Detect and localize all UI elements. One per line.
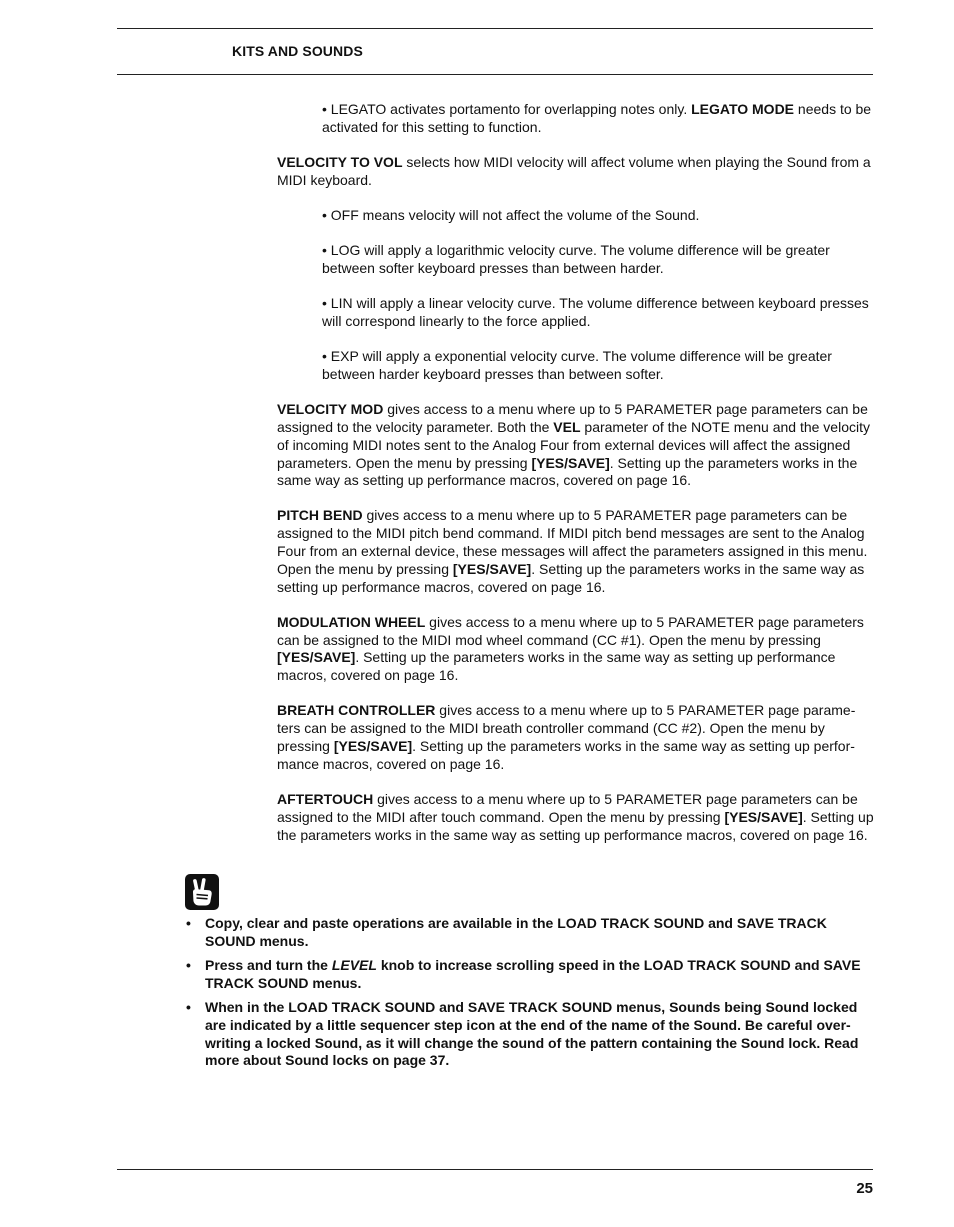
legato-text-end: needs to be activated for this setting to function. bbox=[322, 101, 872, 135]
tip-text-end: knob to increase scrolling speed in the LOAD TRACK SOUND and SAVE TRACK SOUND menus. bbox=[205, 956, 861, 991]
page-number: 25 bbox=[856, 1180, 873, 1197]
velocity-to-vol-text: selects how MIDI velocity will affect volume when playing the Sound from a MIDI keyboard. bbox=[277, 153, 871, 188]
pitch-bend-text-2: . Setting up the parameters works in the same way as setting up performance macros, covered on page 16. bbox=[277, 560, 865, 595]
legato-option bbox=[322, 101, 874, 137]
pitch-bend-text-1: gives access to a menu where up to 5 PARAMETER page parameters can be assigned to the MIDI pitch bend command. If MIDI pitch bend messages are sent to the Analog Four from an external device, these messages will affect the parameters assigned in this menu. Open the menu by pressing bbox=[277, 507, 868, 577]
modulation-wheel-term: MODULATION WHEEL bbox=[277, 613, 426, 630]
breath-controller-text-1: gives access to a menu where up to 5 PARAMETER page parameters can be assigned to the MIDI breath controller command (CC #2). Open the menu by pressing bbox=[277, 702, 856, 755]
aftertouch-text-2: . Setting up the parameters works in the same way as setting up performance macros, covered on page 16. bbox=[277, 808, 874, 843]
velocity-mod-paragraph bbox=[277, 401, 874, 490]
velocity-option-exp: • EXP will apply a exponential velocity curve. The volume difference will be greater between harder keyboard presses than between softer. bbox=[322, 348, 832, 382]
breath-controller-text-2: . Setting up the parameters works in the same way as setting up performance macros, covered on page 16. bbox=[277, 738, 855, 772]
hand-icon bbox=[185, 874, 219, 910]
vel-term: VEL bbox=[553, 418, 581, 435]
breath-controller-paragraph bbox=[277, 702, 874, 773]
velocity-mod-term: VELOCITY MOD bbox=[277, 401, 384, 418]
pitch-bend-term: PITCH BEND bbox=[277, 507, 363, 524]
velocity-to-vol-term: VELOCITY TO VOL bbox=[277, 153, 403, 170]
tip-item: • When in the LOAD TRACK SOUND and SAVE TRACK SOUND menus, Sounds being Sound locked are indicated by a little sequencer step icon at the end of the name of the Sound. Be careful overwriting a locked Sound, as it will change the sound of the pattern containing the Sound lock. Read more about Sound locks on page 37. bbox=[186, 999, 874, 1070]
velocity-mod-text-1: gives access to a menu where up to 5 PARAMETER page parameters can be assigned to the velocity parameter. Both the bbox=[277, 401, 868, 435]
legato-text: • LEGATO activates portamento for overlapping notes only. bbox=[322, 101, 692, 117]
level-knob-term: LEVEL bbox=[331, 956, 377, 973]
modulation-wheel-text-2: . Setting up the parameters works in the same way as setting up performance macros, covered on page 16. bbox=[277, 649, 836, 684]
breath-controller-term: BREATH CONTROLLER bbox=[277, 702, 436, 719]
yes-save-key: [YES/SAVE] bbox=[333, 738, 413, 755]
aftertouch-text-1: gives access to a menu where up to 5 PARAMETER page parameters can be assigned to the MIDI after touch command. Open the menu by pressing bbox=[277, 791, 858, 825]
modulation-wheel-paragraph bbox=[277, 614, 874, 685]
tip-item bbox=[186, 957, 874, 993]
modulation-wheel-text-1: gives access to a menu where up to 5 PARAMETER page parameters can be assigned to the MIDI mod wheel command (CC #1). Open the menu by pressing bbox=[277, 613, 864, 648]
yes-save-key: [YES/SAVE] bbox=[724, 808, 803, 825]
yes-save-key: [YES/SAVE] bbox=[277, 649, 356, 666]
tip-item: • Copy, clear and paste operations are available in the LOAD TRACK SOUND and SAVE TRACK SOUND menus. bbox=[186, 915, 874, 951]
legato-mode-term: LEGATO MODE bbox=[691, 101, 795, 117]
velocity-mod-text-3: . Setting up the parameters works in the same way as setting up performance macros, covered on page 16. bbox=[277, 454, 858, 489]
pitch-bend-paragraph bbox=[277, 507, 874, 596]
tips-list bbox=[186, 915, 874, 1077]
header-bottom-rule bbox=[117, 74, 873, 75]
velocity-option-lin: • LIN will apply a linear velocity curve. The volume difference between keyboard presses will correspond linearly to the force applied. bbox=[322, 295, 869, 329]
aftertouch-term: AFTERTOUCH bbox=[277, 791, 374, 808]
section-header-title: KITS AND SOUNDS bbox=[232, 43, 363, 59]
yes-save-key: [YES/SAVE] bbox=[452, 560, 532, 577]
velocity-to-vol-paragraph bbox=[277, 154, 874, 190]
aftertouch-paragraph bbox=[277, 791, 874, 844]
velocity-option-off: • OFF means velocity will not affect the volume of the Sound. bbox=[322, 206, 700, 223]
yes-save-key: [YES/SAVE] bbox=[531, 454, 610, 471]
tip-text: Press and turn the bbox=[205, 956, 332, 973]
header-top-rule bbox=[117, 28, 873, 29]
footer-rule bbox=[117, 1169, 873, 1170]
velocity-mod-text-2: parameter of the NOTE menu and the velocity of incoming MIDI notes sent to the Analog Four from external devices will affect the assigned parameters. Open the menu by pressing bbox=[277, 418, 870, 471]
velocity-option-log: • LOG will apply a logarithmic velocity curve. The volume difference will be greater between softer keyboard presses than between harder. bbox=[322, 242, 830, 276]
main-content bbox=[277, 101, 874, 862]
